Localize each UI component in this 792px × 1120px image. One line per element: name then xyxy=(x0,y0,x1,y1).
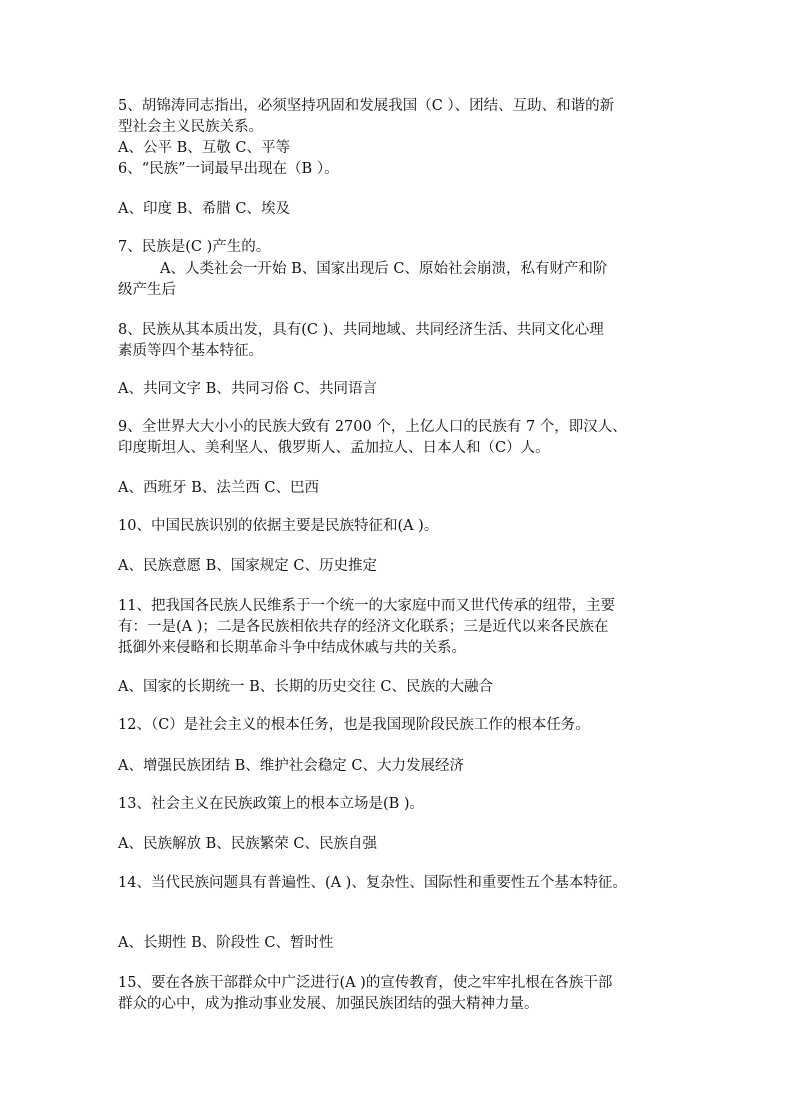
question-8-stem-line-2: 素质等四个基本特征。 xyxy=(118,343,263,359)
question-8-stem-line-1: 8、民族从其本质出发，具有(C )、共同地域、共同经济生活、共同文化心理 xyxy=(118,322,604,338)
question-7-stem: 7、民族是(C )产生的。 xyxy=(118,239,271,255)
question-5-stem-line-2: 型社会主义民族关系。 xyxy=(118,119,263,135)
question-13-stem: 13、社会主义在民族政策上的根本立场是(B )。 xyxy=(118,796,425,812)
question-7-options-line-1: A、人类社会一开始 B、国家出现后 C、原始社会崩溃，私有财产和阶 xyxy=(160,261,608,277)
question-9-stem-line-2: 印度斯坦人、美利坚人、俄罗斯人、孟加拉人、日本人和（C）人。 xyxy=(118,440,550,456)
question-9-stem-line-1: 9、全世界大大小小的民族大致有 2700 个，上亿人口的民族有 7 个，即汉人、 xyxy=(118,419,627,435)
question-14-stem: 14、当代民族问题具有普遍性、(A )、复杂性、国际性和重要性五个基本特征。 xyxy=(118,875,627,891)
question-14-options: A、长期性 B、阶段性 C、暂时性 xyxy=(118,935,334,951)
question-12-options: A、增强民族团结 B、维护社会稳定 C、大力发展经济 xyxy=(118,758,464,774)
question-11-stem-line-3: 抵御外来侵略和长期革命斗争中结成休戚与共的关系。 xyxy=(118,640,466,656)
question-15-stem-line-1: 15、要在各族干部群众中广泛进行(A )的宣传教育，使之牢牢扎根在各族干部 xyxy=(118,975,613,991)
question-15-stem-line-2: 群众的心中，成为推动事业发展、加强民族团结的强大精神力量。 xyxy=(118,996,539,1012)
question-9-options: A、西班牙 B、法兰西 C、巴西 xyxy=(118,480,319,496)
question-6-stem: 6、“民族”一词最早出现在（B ）。 xyxy=(118,161,339,177)
question-11-options: A、国家的长期统一 B、长期的历史交往 C、民族的大融合 xyxy=(118,679,493,695)
question-10-options: A、民族意愿 B、国家规定 C、历史推定 xyxy=(118,558,377,574)
question-11-stem-line-2: 有：一是(A )；二是各民族相依共存的经济文化联系；三是近代以来各民族在 xyxy=(118,619,609,635)
question-10-stem: 10、中国民族识别的依据主要是民族特征和(A )。 xyxy=(118,518,439,534)
question-11-stem-line-1: 11、把我国各民族人民维系于一个统一的大家庭中而又世代传承的纽带，主要 xyxy=(118,598,615,614)
question-8-options: A、共同文字 B、共同习俗 C、共同语言 xyxy=(118,381,377,397)
question-5-options: A、公平 B、互敬 C、平等 xyxy=(118,140,290,156)
question-5-stem-line-1: 5、胡锦涛同志指出，必须坚持巩固和发展我国（C ）、团结、互助、和谐的新 xyxy=(118,98,615,114)
question-12-stem: 12、（C）是社会主义的根本任务，也是我国现阶段民族工作的根本任务。 xyxy=(118,717,590,733)
question-13-options: A、民族解放 B、民族繁荣 C、民族自强 xyxy=(118,836,377,852)
question-6-options: A、印度 B、希腊 C、埃及 xyxy=(118,201,290,217)
question-7-options-line-2: 级产生后 xyxy=(118,282,176,298)
